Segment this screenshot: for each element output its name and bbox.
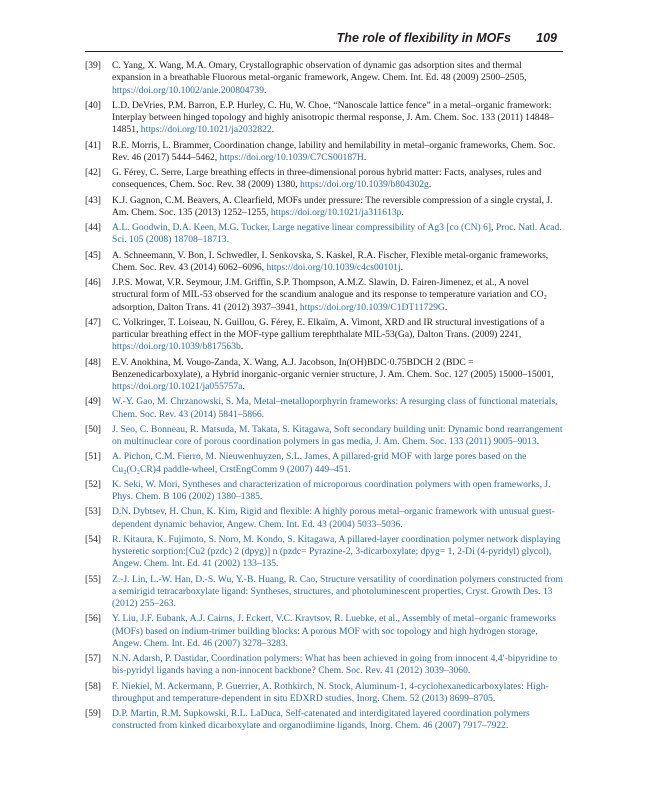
reference-body: K. Seki, W. Mori, Syntheses and characterization of microporous coordination polymers with open frameworks, J. Phys. Chem. B 106 (2002) 1380–1385. [112,478,551,503]
reference-item[interactable] [85,708,563,733]
header-rule [85,51,563,52]
reference-body: L.D. DeVries, P.M. Barron, E.P. Hurley, C. Hu, W. Choe, “Nanoscale lattice fence” in a metal–organic framework: Interplay between hinged topology and highly anisotropic thermal response, J. Am. Chem. Soc. 133 (2011) 14848–14851, [112,99,554,136]
reference-item[interactable] [85,534,563,571]
doi-link[interactable]: https://doi.org/10.1002/anie.200804739 [112,84,264,96]
reference-text [112,317,563,354]
reference-text [112,506,563,531]
reference-number: [40] [85,99,101,111]
reference-body: R. Kitaura, K. Fujimoto, S. Noro, M. Kondo, S. Kitagawa, A pillared-layer coordination polymer network displaying hysteretic sorption:[Cu2 (pzdc) 2 (dpyg)] n (pzdc= Pyrazine-2, 3-dicarboxylate; dpyg= 1, 2-Di (4-pyridyl) glycol), Angew. Chem. Int. Ed. 41 (2002) 133–135. [112,533,561,570]
reference-item [85,100,563,137]
reference-number: [42] [85,167,101,179]
reference-body: F. Niekiel, M. Ackermann, P. Guerrier, A. Rothkirch, N. Stock, Aluminum-1, 4-cyclohexanedicarboxylates: High-throughput and temperature-dependent in situ EDXRD studies, Inorg. Chem. 52 (2013) 8699–8705. [112,680,549,704]
reference-item [85,167,563,192]
reference-number: [47] [85,316,101,328]
reference-number: [43] [85,194,101,206]
reference-text [112,167,563,192]
reference-body: C. Yang, X. Wang, M.A. Omary, Crystallographic observation of dynamic gas adsorption sites and thermal expansion in a breathable Fluorous metal-organic framework, Angew. Chem. Int. Ed. 48 (2009) 2500–2505, [112,60,527,84]
reference-tail: . [428,179,432,191]
reference-body: Y. Liu, J.F. Eubank, A.J. Cairns, J. Eckert, V.C. Kravtsov, R. Luebke, et al., Assembly of metal–organic frameworks (MOFs) based on indium-trimer building blocks: A porous MOF with soc topology and high hydrogen storage, Angew. Chem. Int. Ed. 46 (2007) 3278–3283. [112,613,556,649]
reference-number: [57] [85,653,101,665]
doi-link[interactable]: https://doi.org/10.1039/C1DT11729G [299,301,445,313]
reference-body: A. Schneemann, V. Bon, I. Schwedler, I. Senkovska, S. Kaskel, R.A. Fischer, Flexible metal-organic frameworks, Chem. Soc. Rev. 43 (2014) 6062–6096, [112,249,549,273]
reference-text [112,357,563,394]
reference-text [112,195,563,220]
reference-item[interactable] [85,451,563,476]
reference-body: C. Volkringer, T. Loiseau, N. Guillou, G. Férey, E. Elkaïm, A. Vimont, XRD and IR structural investigations of a particular breathing effect in the MOF-type gallium terephthalate MIL-53(Ga), Dalton Trans. (2009) 2241, [112,316,545,341]
reference-number: [52] [85,478,101,490]
reference-body: D.N. Dybtsev, H. Chun, K. Kim, Rigid and flexible: A highly porous metal–organic framework with unusual guest-dependent dynamic behavior, Angew. Chem. Int. Ed. 43 (2004) 5033–5036. [112,506,555,530]
reference-tail: . [242,381,245,393]
reference-number: [58] [85,680,101,692]
reference-text [112,250,563,275]
reference-text [112,708,563,733]
reference-body: A. Pichon, C.M. Fierro, M. Nieuwenhuyzen, S.L. James, A pillared-grid MOF with large pores based on the Cu₂(O₂CR)4 paddle-wheel, CrstEngComm 9 (2007) 449–451. [112,451,527,475]
reference-tail: . [264,84,267,96]
reference-body: J.P.S. Mowat, V.R. Seymour, J.M. Griffin, S.P. Thompson, A.M.Z. Slawin, D. Fairen-Jimenez, et al., A novel structural form of MIL-53 observed for the scandium analogue and its response to temperature variation and CO₂ adsorption, Dalton Trans. 41 (2012) 3937–3941, [112,276,547,313]
reference-text [112,534,563,571]
reference-number: [59] [85,708,101,720]
reference-text [112,613,563,650]
reference-body: G. Férey, C. Serre, Large breathing effects in three-dimensional porous hybrid matter: Facts, analyses, rules and consequences, Chem. Soc. Rev. 38 (2009) 1380, [112,167,542,191]
reference-number: [49] [85,396,101,408]
page-number: 109 [536,31,557,45]
reference-item [85,60,563,97]
reference-item [85,357,563,394]
reference-text [112,396,563,421]
doi-link[interactable]: https://doi.org/10.1039/C7CS00187H [219,151,364,163]
reference-body: K.J. Gagnon, C.M. Beavers, A. Clearfield, MOFs under pressure: The reversible compression of a single crystal, J. Am. Chem. Soc. 135 (2013) 1252–1255, [112,194,553,218]
reference-text [112,140,563,165]
reference-number: [45] [85,249,101,261]
reference-text [112,222,563,247]
reference-number: [39] [85,60,101,71]
reference-item[interactable] [85,479,563,504]
reference-item[interactable] [85,222,563,247]
reference-text [112,653,563,678]
reference-body: W.-Y. Gao, M. Chrzanowski, S. Ma, Metal–metalloporphyrin frameworks: A resurging class of functional materials, Chem. Soc. Rev. 43 (2014) 5841–5866. [112,396,558,420]
reference-text [112,574,563,611]
reference-text [112,60,563,97]
doi-link[interactable]: https://doi.org/10.1039/b804302g [300,179,429,191]
reference-item[interactable] [85,396,563,421]
reference-body: E.V. Anokhina, M. Vougo-Zanda, X. Wang, A.J. Jacobson, In(OH)BDC·0.75BDCH 2 (BDC = Benzenedicarboxylate), a Hybrid inorganic-organic vernier structure, J. Am. Chem. Soc. 127 (2005) 15000–15001, [112,356,554,380]
doi-link[interactable]: https://doi.org/10.1021/ja311613p [270,206,402,218]
reference-item[interactable] [85,506,563,531]
doi-link[interactable]: https://doi.org/10.1021/ja055757a [112,381,243,393]
reference-item [85,277,563,314]
doi-link[interactable]: https://doi.org/10.1021/ja2032822 [140,124,272,136]
reference-tail: . [400,261,404,273]
reference-item[interactable] [85,613,563,650]
doi-link[interactable]: https://doi.org/10.1039/c4cs00101j [266,261,401,273]
running-header [85,31,563,49]
reference-text [112,451,563,476]
reference-list [85,60,563,736]
reference-item[interactable] [85,574,563,611]
reference-body: J. Seo, C. Bonneau, R. Matsuda, M. Takata, S. Kitagawa, Soft secondary building unit: Dynamic bond rearrangement on multinuclear core of porous coordination polymers in gas media, J. Am. Chem. Soc. 133 (2011) 9005–9013. [112,423,563,448]
reference-tail: . [401,206,404,218]
reference-tail: . [363,151,367,163]
running-title: The role of flexibility in MOFs [336,31,511,45]
reference-item [85,195,563,220]
reference-number: [53] [85,506,101,518]
reference-item[interactable] [85,653,563,678]
reference-body: D.P. Martin, R.M. Supkowski, R.L. LaDuca, Self-catenated and interdigitated layered coordination polymers constructed from kinked dicarboxylate and organodiimine ligands, Inorg. Chem. 46 (2007) 7917–7922. [112,708,530,732]
reference-tail: . [444,301,448,313]
reference-item [85,140,563,165]
reference-item[interactable] [85,681,563,706]
reference-number: [56] [85,613,101,625]
reference-number: [48] [85,356,101,368]
reference-body: R.E. Morris, L. Brammer, Coordination change, lability and hemilability in metal–organic frameworks, Chem. Soc. Rev. 46 (2017) 5444–5462, [112,139,556,163]
reference-number: [54] [85,533,101,545]
reference-number: [44] [85,222,101,234]
reference-text [112,479,563,504]
reference-number: [50] [85,423,101,435]
reference-text [112,100,563,137]
reference-item [85,250,563,275]
reference-number: [46] [85,276,101,288]
reference-text [112,277,563,314]
reference-body: A.L. Goodwin, D.A. Keen, M.G. Tucker, Large negative linear compressibility of Ag3 [co (CN) 6], Proc. Natl. Acad. Sci. 105 (2008) 18708–18713. [112,222,562,246]
reference-tail: . [271,124,275,136]
reference-body: N.N. Adarsh, P. Dastidar, Coordination polymers: What has been achieved in going from innocent 4,4′-bipyridine to bis-pyridyl ligands having a non-innocent backbone? Chem. Soc. Rev. 41 (2012) 3039–3060. [112,653,558,677]
reference-number: [41] [85,139,101,151]
reference-number: [55] [85,573,101,585]
reference-item [85,317,563,354]
reference-number: [51] [85,451,101,463]
reference-text [112,681,563,706]
reference-body: Z.-J. Lin, L.-W. Han, D.-S. Wu, Y.-B. Huang, R. Cao, Structure versatility of coordination polymers constructed from a semirigid tetracarboxylate ligand: Syntheses, structures, and photoluminescent properties, Cryst. Growth Des. 13 (2012) 255–263. [112,573,563,610]
reference-text [112,424,563,449]
reference-tail: . [240,341,244,353]
reference-item[interactable] [85,424,563,449]
doi-link[interactable]: https://doi.org/10.1039/b817563b [112,341,241,353]
